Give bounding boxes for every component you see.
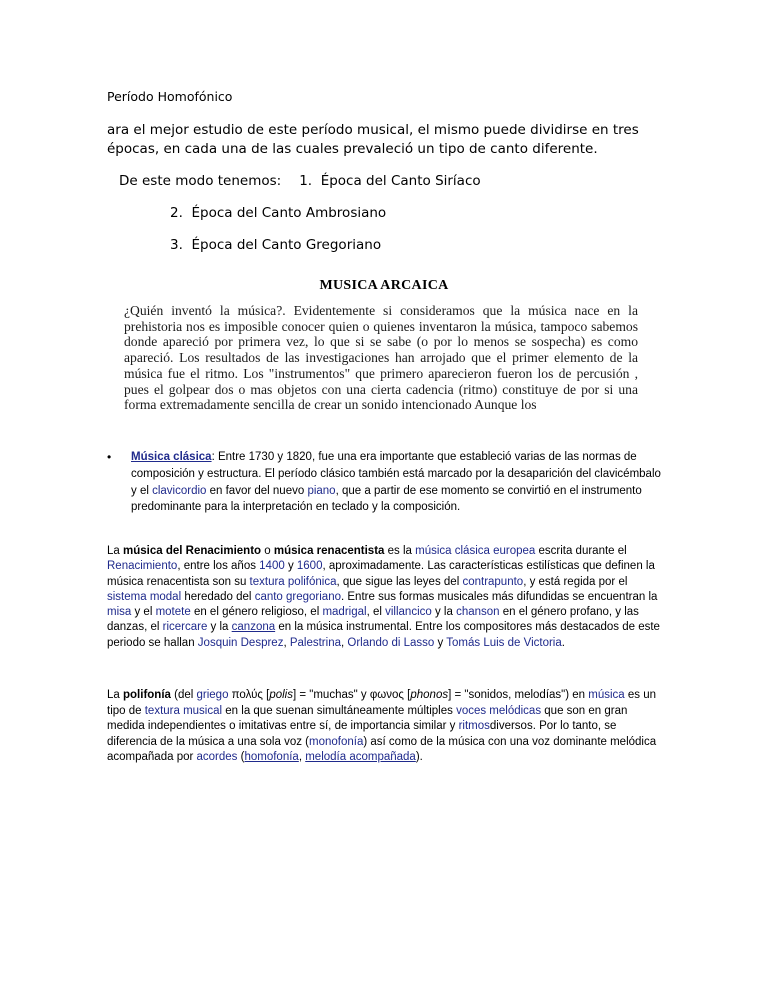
text: en favor del nuevo — [206, 484, 308, 497]
text: diversos. Por lo tanto, se diferencia de la música a una sola voz ( — [107, 720, 617, 748]
bullet-item-musica-clasica — [107, 449, 667, 516]
link-canzona[interactable]: canzona — [231, 621, 276, 634]
text: , — [283, 636, 290, 649]
link-textura-polifonica[interactable]: textura polifónica — [249, 575, 337, 588]
text: o — [261, 545, 274, 557]
list-number: 2. — [170, 205, 183, 221]
bullet-icon: • — [107, 450, 112, 464]
link-renacimiento[interactable]: Renacimiento — [107, 560, 178, 573]
link-monofonia[interactable]: monofonía — [309, 735, 364, 748]
text: es la — [384, 545, 416, 557]
text: es un tipo de — [107, 689, 657, 717]
text: , que sigue las leyes del — [336, 575, 463, 588]
link-1400[interactable]: 1400 — [259, 560, 285, 573]
text: ) así como de la música con una voz dominante melódica acompañada por — [107, 735, 657, 763]
link-sistema-modal[interactable]: sistema modal — [107, 590, 182, 603]
link-chanson[interactable]: chanson — [456, 606, 500, 619]
scanned-title: MUSICA ARCAICA — [319, 278, 449, 293]
text: en la música instrumental. Entre los compositores más destacados de este periodo se hallan — [107, 621, 660, 649]
text: y la — [207, 621, 232, 634]
text: que son en gran medida independientes o imitativas entre sí, de importancia similar y — [107, 704, 628, 732]
link-voces-melodicas[interactable]: voces melódicas — [456, 704, 542, 717]
link-tomas-luis-de-victoria[interactable]: Tomás Luis de Victoria — [446, 636, 562, 649]
link-palestrina[interactable]: Palestrina — [289, 636, 341, 649]
text: en el género religioso, el — [190, 606, 323, 619]
text: , entre los años — [177, 560, 260, 573]
link-musica-clasica-europea[interactable]: música clásica europea — [415, 545, 536, 557]
intro-paragraph: ara el mejor estudio de este período musical, el mismo puede dividirse en tres épocas, en cada una de las cuales prevaleció un tipo de canto diferente. — [107, 122, 639, 157]
text: La — [107, 689, 123, 701]
list-item-label: Época del Canto Ambrosiano — [191, 205, 387, 221]
text: , — [340, 636, 348, 649]
polifonia-paragraph — [107, 688, 667, 766]
list-item-label: Época del Canto Gregoriano — [191, 237, 382, 253]
text: heredado del — [181, 590, 255, 603]
epoch-list-line-1 — [119, 173, 481, 189]
link-acordes[interactable]: acordes — [196, 751, 238, 763]
link-josquin-desprez[interactable]: Josquin Desprez — [197, 636, 284, 649]
text: , aproximadamente. Las características estilísticas que definen la música renacentista son su — [107, 560, 655, 588]
text: La — [107, 545, 123, 557]
link-ritmos[interactable]: ritmos — [458, 720, 490, 732]
italic-term: phonos — [410, 689, 449, 701]
link-melodia-acompanada[interactable]: melodía acompañada — [305, 751, 416, 763]
text: ] = "muchas" y φωνος [ — [292, 689, 411, 701]
list-lead: De este modo tenemos: — [119, 173, 282, 189]
bold-term: polifonía — [123, 689, 171, 701]
italic-term: polis — [269, 689, 293, 701]
list-number: 1. — [299, 173, 313, 189]
list-item-label: Época del Canto Siríaco — [320, 173, 481, 189]
link-piano[interactable]: piano — [307, 484, 336, 497]
text: , el — [366, 606, 386, 619]
text: y el — [131, 606, 156, 619]
text: ( — [237, 751, 245, 763]
link-motete[interactable]: motete — [155, 606, 191, 619]
link-homofonia[interactable]: homofonía — [244, 751, 299, 763]
text: , que a partir de ese momento se convirtió en el instrumento predominante para la interpretación en teclado y la composición. — [131, 484, 642, 514]
link-griego[interactable]: griego — [196, 689, 229, 701]
list-number: 3. — [170, 237, 183, 253]
text: , y está regida por el — [523, 575, 628, 588]
text: : Entre 1730 y 1820, fue una era importante que estableció varias de las normas de composición y estructura. El período clásico también está marcado por la desaparición del clavicémbalo y el — [131, 451, 661, 497]
renacimiento-paragraph — [107, 544, 667, 651]
section-heading: Período Homofónico — [107, 89, 233, 104]
text: en la que suenan simultáneamente múltiples — [222, 704, 457, 717]
text: . Entre sus formas musicales más difundidas se encuentran la — [341, 590, 658, 603]
text: . — [561, 636, 565, 649]
text: ] = "sonidos, melodías") en — [448, 689, 589, 701]
link-textura-musical[interactable]: textura musical — [144, 704, 223, 717]
link-ricercare[interactable]: ricercare — [162, 621, 208, 634]
link-madrigal[interactable]: madrigal — [322, 606, 367, 619]
text: en el género profano, y las danzas, el — [107, 606, 639, 634]
link-orlando-di-lasso[interactable]: Orlando di Lasso — [347, 636, 435, 649]
link-1600[interactable]: 1600 — [296, 560, 323, 573]
link-villancico[interactable]: villancico — [385, 606, 432, 619]
text: y — [434, 636, 447, 649]
epoch-list-line-2 — [170, 205, 386, 221]
bold-term: música del Renacimiento — [123, 545, 262, 557]
text: ). — [415, 751, 423, 763]
link-misa[interactable]: misa — [107, 606, 132, 619]
link-canto-gregoriano[interactable]: canto gregoriano — [254, 590, 341, 603]
scanned-paragraph: ¿Quién inventó la música?. Evidentemente si consideramos que la música nace en la prehistoria nos es imposible conocer quien o quienes inventaron la música, tampoco sabemos donde apareció por primera vez, lo que si se sabe (o por lo menos se sospecha) es como apareció. Los resultados de las investigaciones han arrojado que el primer elemento de la música fue el ritmo. Los "instrumentos" que primero aparecieron fueron los de percusión , pues el golpear dos o mas objetos con una cierta cadencia (ritmo) constituye de por si una forma extremadamente sencilla de crear un sonido intencionado Aunque los — [124, 303, 638, 413]
link-musica[interactable]: música — [588, 689, 625, 701]
text: y — [284, 560, 297, 573]
link-clavicordio[interactable]: clavicordio — [152, 484, 207, 497]
text: y la — [431, 606, 457, 619]
bullet-text — [131, 449, 667, 516]
text: πολύς [ — [228, 689, 270, 701]
text: escrita durante el — [535, 545, 627, 557]
bold-term: música renacentista — [273, 545, 385, 557]
epoch-list-line-3 — [170, 237, 381, 253]
text: (del — [170, 689, 197, 701]
link-contrapunto[interactable]: contrapunto — [462, 575, 524, 588]
text: , — [298, 751, 306, 763]
link-musica-clasica[interactable]: Música clásica — [131, 451, 212, 463]
